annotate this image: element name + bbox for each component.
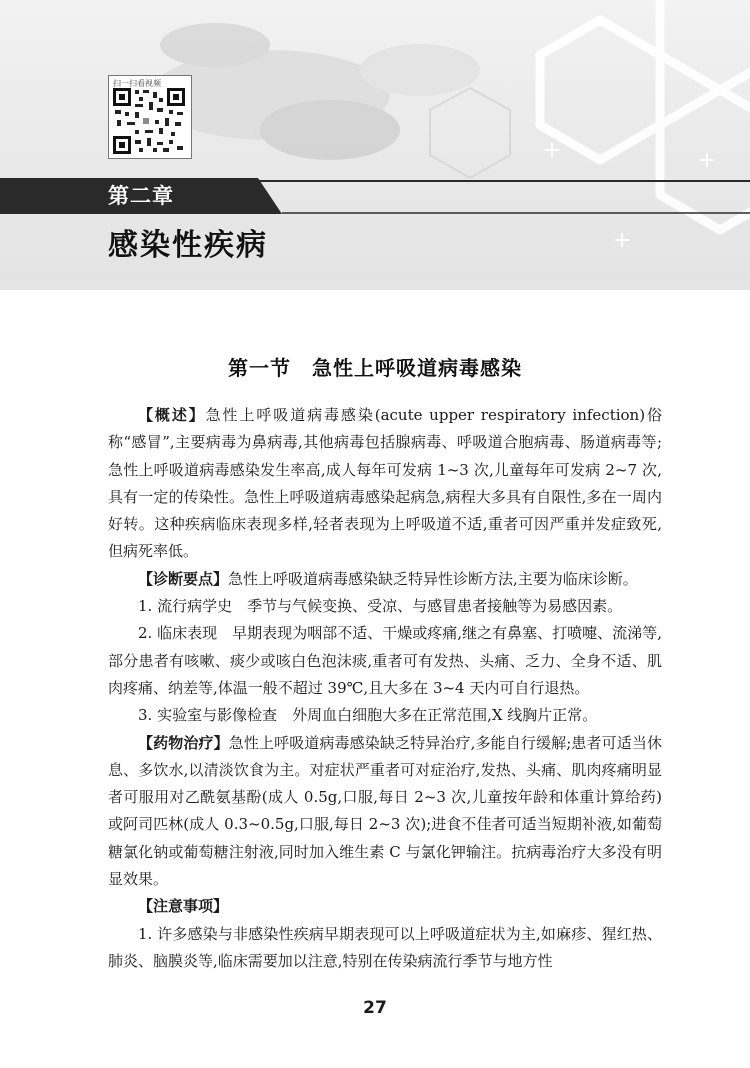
list-item-epidemiology: 1. 流行病学史 季节与气候变换、受凉、与感冒患者接触等为易感因素。 bbox=[138, 597, 623, 616]
list-item-notes-1: 1. 许多感染与非感染性疾病早期表现可以上呼吸道症状为主,如麻疹、猩红热、肺炎、脑膜炎等,临床需要加以注意,特别在传染病流行季节与地方性 bbox=[108, 924, 662, 970]
paragraph-text: 急性上呼吸道病毒感染缺乏特异治疗,多能自行缓解;患者可适当休息、多饮水,以清淡饮食为主。对症状严重者可对症治疗,发热、头痛、肌肉疼痛明显者可服用对乙酰氨基酚(成人 0.5g,口服,每日 2~3 次,儿童按年龄和体重计算给药)或阿司匹林(成人 0.3~0.5g,口服,每日 2~3 次);进食不佳者可适当短期补液,如葡萄糖氯化钠或葡萄糖注射液,同时加入维生素 C 与氯化钾输注。抗病毒治疗大多没有明显效果。 bbox=[108, 733, 662, 889]
heading-notes: 【注意事项】 bbox=[138, 897, 229, 916]
chapter-number: 第二章 bbox=[108, 184, 174, 208]
section-title: 第一节 急性上呼吸道病毒感染 bbox=[228, 356, 522, 380]
heading-diagnosis: 【诊断要点】 bbox=[138, 569, 229, 588]
list-item-clinical: 2. 临床表现 早期表现为咽部不适、干燥或疼痛,继之有鼻塞、打喷嚏、流涕等,部分患者有咳嗽、痰少或咳白色泡沫痰,重者可有发热、头痛、乏力、全身不适、肌肉疼痛、纳差等,体温一般不超过 39℃,且大多在 3~4 天内可自行退热。 bbox=[108, 624, 662, 697]
paragraph-overview bbox=[108, 402, 662, 566]
heading-overview: 【概述】 bbox=[138, 406, 206, 424]
chapter-title: 感染性疾病 bbox=[108, 228, 268, 263]
paragraph-treatment bbox=[108, 730, 662, 894]
paragraph-diagnosis bbox=[108, 566, 662, 593]
page-number: 27 bbox=[363, 998, 387, 1018]
qr-code[interactable] bbox=[108, 75, 192, 159]
qr-code-label: 扫一扫看视频 bbox=[113, 79, 161, 88]
paragraph-text: 急性上呼吸道病毒感染(acute upper respiratory infection)俗称“感冒”,主要病毒为鼻病毒,其他病毒包括腺病毒、呼吸道合胞病毒、肠道病毒等;急性上呼吸道病毒感染发生率高,成人每年可发病 1~3 次,儿童每年可发病 2~7 次,具有一定的传染性。急性上呼吸道病毒感染起病急,病程大多具有自限性,多在一周内好转。这种疾病临床表现多样,轻者表现为上呼吸道不适,重者可因严重并发症致死,但病死率低。 bbox=[108, 406, 662, 561]
article-body bbox=[108, 402, 662, 975]
paragraph-notes bbox=[108, 893, 662, 920]
qr-code-pattern bbox=[113, 88, 185, 154]
list-item-lab: 3. 实验室与影像检查 外周血白细胞大多在正常范围,X 线胸片正常。 bbox=[138, 706, 598, 725]
paragraph-text: 急性上呼吸道病毒感染缺乏特异性诊断方法,主要为临床诊断。 bbox=[228, 569, 638, 588]
heading-treatment: 【药物治疗】 bbox=[138, 733, 229, 752]
